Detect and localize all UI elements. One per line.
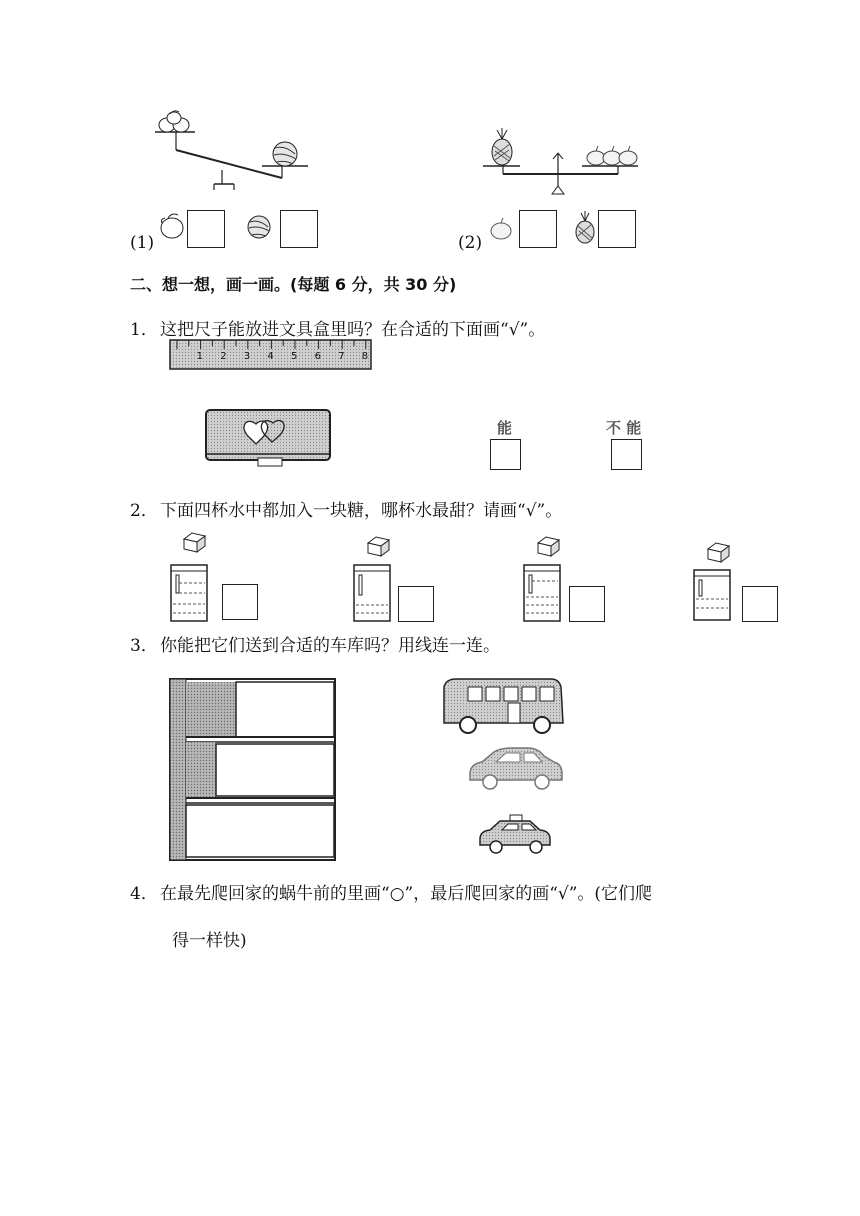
bus-icon	[438, 675, 564, 737]
ruler-tick-label: 2	[220, 351, 227, 362]
balance-2-label: (2)	[458, 233, 483, 253]
taxi-icon	[476, 813, 556, 855]
ruler-tick-label: 6	[314, 351, 321, 362]
sugar-cube-icon	[705, 540, 731, 564]
peach-icon	[159, 111, 189, 132]
balance-1-label: (1)	[130, 233, 155, 253]
question-4-text: 在最先爬回家的蜗牛前的里画“○”，最后爬回家的画“√”。(它们爬	[160, 884, 653, 904]
question-1-number: 1．	[130, 320, 158, 340]
answer-box-yes[interactable]	[490, 439, 521, 470]
answer-box-pineapple[interactable]	[598, 210, 636, 248]
ruler-tick-label: 8	[361, 351, 369, 362]
water-cup-2	[352, 563, 392, 623]
pineapple-icon	[572, 208, 598, 244]
choice-yes-label: 能	[497, 419, 513, 437]
watermelon-icon	[273, 142, 297, 166]
answer-box-cup-1[interactable]	[222, 584, 258, 620]
ruler-tick-label: 7	[338, 351, 345, 362]
ruler-figure	[169, 339, 373, 371]
answer-box-peach[interactable]	[187, 210, 225, 248]
ruler-tick-label: 3	[243, 351, 251, 362]
answer-box-cup-3[interactable]	[569, 586, 605, 622]
water-cup-3	[522, 563, 562, 623]
question-3-number: 3．	[130, 636, 158, 656]
ruler-tick-label: 5	[291, 351, 298, 362]
pineapple-icon	[492, 128, 512, 165]
apple-icon	[587, 146, 637, 165]
ruler-tick-label: 4	[267, 351, 274, 362]
sugar-cube-icon	[535, 534, 561, 558]
question-2-text: 下面四杯水中都加入一块糖，哪杯水最甜？请画“√”。	[160, 501, 563, 521]
answer-box-cup-2[interactable]	[398, 586, 434, 622]
answer-box-no[interactable]	[611, 439, 642, 470]
question-1-text: 这把尺子能放进文具盒里吗？在合适的下面画“√”。	[160, 320, 546, 340]
section-heading: 二、想一想，画一画。(每题 6 分，共 30 分)	[130, 275, 457, 294]
balance-scale-2-figure	[478, 108, 648, 198]
question-2-number: 2．	[130, 501, 158, 521]
apple-icon	[488, 215, 516, 245]
answer-box-cup-4[interactable]	[742, 586, 778, 622]
answer-box-watermelon[interactable]	[280, 210, 318, 248]
question-4-text-continued: 得一样快)	[172, 931, 247, 951]
peach-icon	[158, 211, 186, 241]
question-4-number: 4．	[130, 884, 158, 904]
watermelon-icon	[246, 211, 274, 241]
choice-no-label: 不 能	[606, 419, 642, 437]
car-icon	[466, 744, 564, 794]
balance-scale-1-figure	[150, 108, 320, 198]
ruler-tick-label: 1	[196, 351, 203, 362]
water-cup-1	[169, 563, 209, 623]
question-3-text: 你能把它们送到合适的车库吗？用线连一连。	[160, 636, 500, 656]
answer-box-apple[interactable]	[519, 210, 557, 248]
pencil-case-figure	[204, 408, 334, 468]
water-cup-4	[692, 568, 732, 622]
garage-figure	[169, 678, 337, 862]
sugar-cube-icon	[365, 534, 391, 558]
sugar-cube-icon	[181, 530, 207, 554]
